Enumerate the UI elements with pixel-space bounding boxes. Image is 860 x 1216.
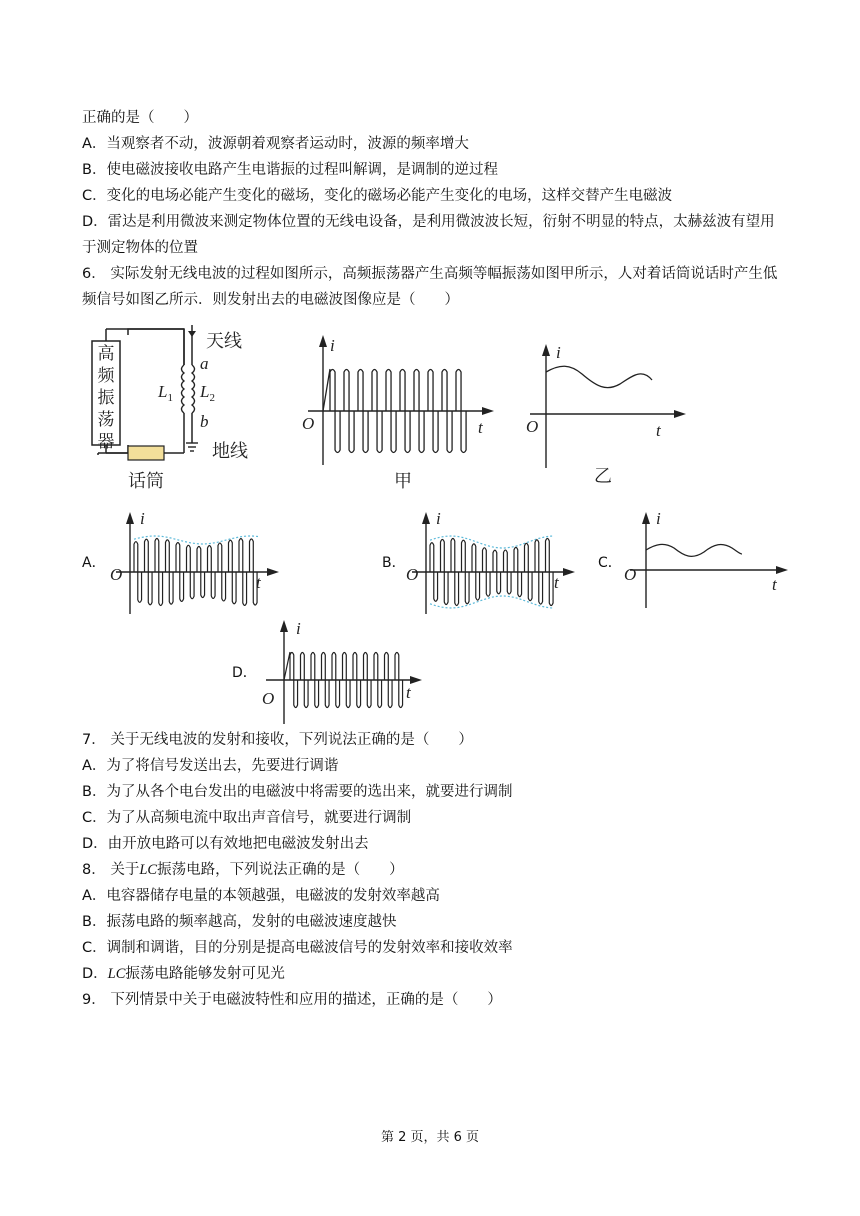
ground-label: 地线 (212, 441, 248, 462)
q8-stem: 8． 关于LC振荡电路，下列说法正确的是（ ） (82, 862, 404, 878)
graph-yi-origin-label: O (526, 417, 539, 436)
q6-option-c-origin-label: O (624, 565, 637, 584)
graph-yi (520, 340, 690, 490)
q6-option-a-x-label: t (256, 573, 261, 592)
q8-option-c: C．调制和调谐，目的分别是提高电磁波信号的发射效率和接收效率 (82, 940, 513, 956)
graph-yi-caption: 乙 (594, 466, 612, 487)
q6-stem-line2: 频信号如图乙所示．则发射出去的电磁波图像应是（ ） (82, 292, 459, 308)
lc-symbol: LC (107, 966, 126, 982)
point-b-label: b (200, 412, 209, 431)
page-footer: 第 2 页，共 6 页 (380, 1130, 480, 1145)
q6-option-b-x-label: t (554, 573, 559, 592)
q5-option-d-line1: D．雷达是利用微波来测定物体位置的无线电设备，是利用微波波长短，衍射不明显的特点，太赫兹波有望用 (82, 214, 775, 230)
q5-option-d-line2: 于测定物体的位置 (82, 240, 198, 256)
q6-option-b-graph[interactable] (404, 508, 579, 616)
q6-option-a-graph[interactable] (108, 508, 283, 616)
graph-jia-x-label: t (478, 418, 483, 437)
q7-option-a: A．为了将信号发送出去，先要进行调谐 (82, 758, 339, 774)
q5-stem-tail: 正确的是（ ） (82, 110, 198, 126)
coil-l2 (192, 365, 195, 413)
microphone-label: 话筒 (128, 471, 164, 492)
q7-stem: 7． 关于无线电波的发射和接收，下列说法正确的是（ ） (82, 732, 473, 748)
q6-option-d-origin-label: O (262, 689, 275, 708)
graph-yi-x-label: t (656, 421, 661, 440)
graph-jia-origin-label: O (302, 414, 315, 433)
q9-stem: 9． 下列情景中关于电磁波特性和应用的描述，正确的是（ ） (82, 992, 502, 1008)
graph-jia-caption: 甲 (394, 471, 412, 492)
graph-jia-y-label: i (330, 336, 335, 355)
q6-option-d-x-label: t (406, 683, 411, 702)
lc-symbol: LC (139, 862, 158, 878)
q6-option-c-y-label: i (656, 509, 661, 528)
q5-option-b: B．使电磁波接收电路产生电谐振的过程叫解调，是调制的逆过程 (82, 162, 498, 178)
q6-option-b-label[interactable]: B． (382, 555, 406, 571)
graph-yi-y-label: i (556, 343, 561, 362)
q8-option-d: D．LC振荡电路能够发射可见光 (82, 966, 285, 982)
q6-option-b-origin-label: O (406, 565, 419, 584)
q6-option-d-label[interactable]: D． (232, 665, 257, 681)
q8-option-a: A．电容器储存电量的本领越强，电磁波的发射效率越高 (82, 888, 440, 904)
q5-option-c: C．变化的电场必能产生变化的磁场，变化的磁场必能产生变化的电场，这样交替产生电磁波 (82, 188, 673, 204)
point-a-label: a (200, 354, 209, 373)
q7-option-b: B．为了从各个电台发出的电磁波中将需要的选出来，就要进行调制 (82, 784, 513, 800)
q6-option-a-y-label: i (140, 509, 145, 528)
antenna-label: 天线 (206, 331, 242, 352)
q6-option-d-graph[interactable] (258, 616, 428, 726)
q8-option-b: B．振荡电路的频率越高，发射的电磁波速度越快 (82, 914, 397, 930)
q6-option-a-label[interactable]: A． (82, 555, 106, 571)
circuit-diagram (88, 325, 268, 495)
microphone-box (128, 446, 164, 460)
q6-stem-line1: 6． 实际发射无线电波的过程如图所示，高频振荡器产生高频等幅振荡如图甲所示，人对着话筒说话时产生低 (82, 266, 778, 282)
q7-option-d: D．由开放电路可以有效地把电磁波发射出去 (82, 836, 369, 852)
coil-l1 (182, 365, 185, 413)
oscillator-label: 高频振荡器 (97, 344, 115, 452)
q6-option-c-x-label: t (772, 575, 777, 594)
q6-option-d-y-label: i (296, 619, 301, 638)
q6-option-c-label[interactable]: C． (598, 555, 622, 571)
q5-option-a: A．当观察者不动，波源朝着观察者运动时，波源的频率增大 (82, 136, 469, 152)
q6-option-a-origin-label: O (110, 565, 123, 584)
q7-option-c: C．为了从高频电流中取出声音信号，就要进行调制 (82, 810, 412, 826)
q6-option-c-wave (646, 544, 742, 556)
l1-label: $L_1$ (158, 382, 173, 404)
l2-label: $L_2$ (200, 382, 215, 404)
graph-jia (298, 333, 498, 491)
q6-option-c-graph[interactable] (620, 508, 795, 610)
graph-yi-wave (546, 366, 652, 387)
q6-option-b-y-label: i (436, 509, 441, 528)
